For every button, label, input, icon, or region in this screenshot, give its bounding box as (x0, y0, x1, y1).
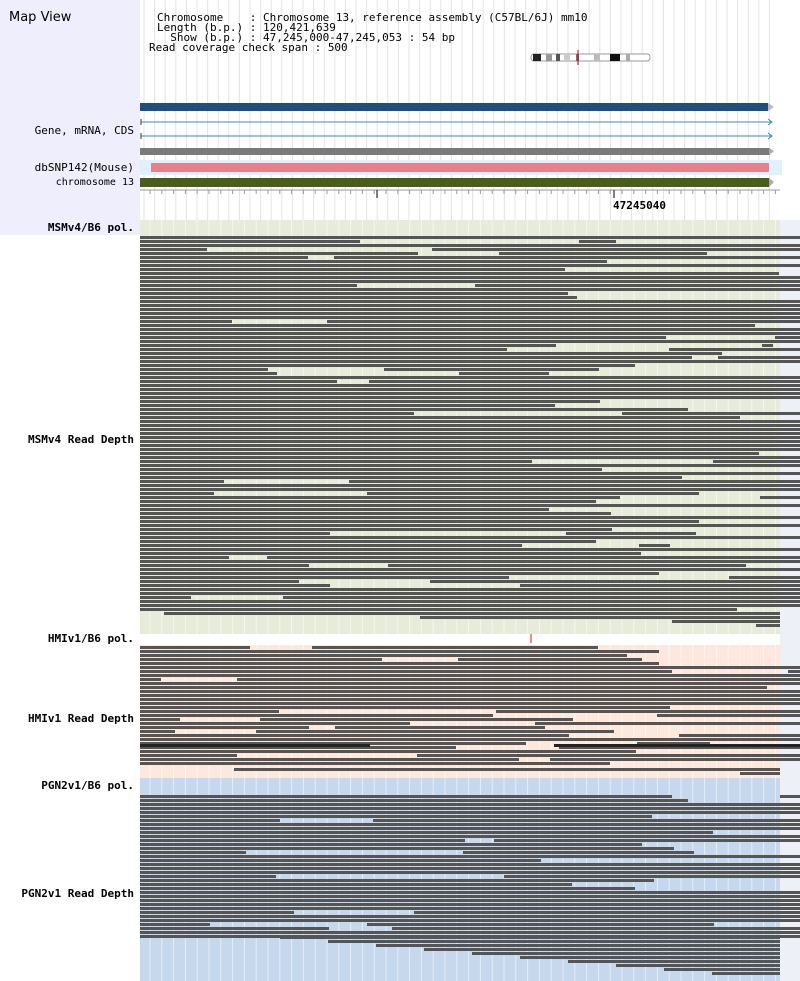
hmi-read (140, 682, 800, 685)
msm-read (140, 564, 309, 567)
msm-read (140, 484, 800, 487)
msm-read (520, 584, 800, 587)
pgn-read (140, 827, 800, 830)
msm-read (140, 492, 214, 495)
msm-read (267, 556, 800, 559)
show-label: Show (b.p.) : (157, 31, 263, 44)
msm-read (140, 316, 800, 319)
pgn-read (616, 964, 780, 967)
hmi-read (140, 734, 569, 737)
msm-read (140, 248, 207, 251)
pgn-read (140, 903, 800, 906)
pgn-read (140, 863, 800, 866)
pgn-read (140, 807, 800, 810)
hmi-read (140, 762, 610, 765)
msm-read (140, 532, 330, 535)
msm-read (327, 320, 800, 323)
hmi-read (140, 718, 180, 721)
pgn-read (780, 795, 800, 798)
pgn-read (140, 931, 800, 934)
pgn-read (424, 948, 780, 951)
msm-read (140, 432, 800, 435)
msm-read (140, 400, 600, 403)
pgn-read (140, 851, 246, 854)
msm-read (430, 580, 800, 583)
msm-read (140, 456, 800, 459)
pgn-read (373, 819, 800, 822)
msm-read (140, 468, 602, 471)
msm-read (579, 240, 616, 243)
msm-read (669, 348, 800, 351)
chromosome-bar-arrow (769, 178, 774, 187)
pgn-read (520, 956, 780, 959)
msm-read (369, 380, 800, 383)
msm-read (140, 520, 699, 523)
msm-read (140, 360, 800, 363)
hmi-read (788, 670, 800, 673)
msm-read (140, 536, 800, 539)
msm-read (140, 572, 659, 575)
msm-read (140, 244, 800, 247)
msm-read (140, 396, 800, 399)
pgn-read (140, 887, 635, 890)
hmi-read (335, 726, 545, 729)
msm-read (140, 288, 800, 291)
hmi-read (140, 722, 410, 725)
msm-read (140, 560, 800, 563)
msm-read (140, 352, 722, 355)
hmi-read-dark (140, 744, 370, 747)
msm-read (140, 608, 737, 611)
hmi-read (140, 694, 800, 697)
hmi-read (140, 750, 636, 753)
msm-read (140, 460, 532, 463)
msm-read (388, 564, 746, 567)
pgn-read (140, 815, 652, 818)
pgn-read (140, 879, 654, 882)
msm-read (140, 472, 800, 475)
msm-read (140, 380, 337, 383)
pgn-read (414, 911, 800, 914)
msm-read (140, 328, 800, 331)
snp-bar (151, 163, 769, 172)
msm-read (140, 332, 800, 335)
ruler-coordinate-label: 47245040 (613, 199, 666, 212)
track-label-pgn-depth[interactable]: PGN2v1 Read Depth (21, 887, 134, 900)
track-label-hmi-pol[interactable]: HMIv1/B6 pol. (47, 632, 134, 645)
track-label-msm-pol[interactable]: MSMv4/B6 pol. (47, 221, 134, 234)
pgn-read (140, 911, 294, 914)
hmi-read (740, 772, 780, 775)
ideogram-band (564, 54, 570, 61)
msm-read (140, 268, 565, 271)
msm-read (420, 616, 780, 619)
msm-read (140, 500, 596, 503)
hmi-read (550, 758, 800, 761)
show-value: 47,245,000-47,245,053 : 54 bp (262, 31, 456, 44)
hmi-read (237, 678, 800, 681)
hmi-read (140, 646, 250, 649)
msm-read (140, 264, 800, 267)
msm-read (140, 596, 191, 599)
pgn-read (328, 940, 780, 943)
hmi-read (140, 658, 382, 661)
msm-read (140, 556, 229, 559)
chromosome-value: Chromosome 13, reference assembly (C57BL/6J) mm10 (262, 11, 588, 24)
hmi-read-dark (554, 744, 800, 747)
hmi-read (417, 754, 800, 757)
pgn-read (280, 936, 780, 939)
pgn-read (140, 919, 800, 922)
hmi-read (679, 734, 800, 737)
msm-read (140, 440, 800, 443)
pgn-read (140, 891, 800, 894)
msm-read (140, 404, 555, 407)
ideogram-band (556, 54, 560, 61)
msm-read (334, 256, 800, 259)
pgn-read (140, 895, 800, 898)
pgn-read (140, 799, 688, 802)
pgn-read (392, 927, 800, 930)
pgn-read (140, 811, 800, 814)
msm-read (140, 548, 800, 551)
msm-read (140, 296, 577, 299)
msm-read (140, 272, 779, 275)
pgn-read (140, 907, 800, 910)
pgn-read (140, 831, 713, 834)
msm-read (140, 372, 277, 375)
pgn-read (367, 923, 714, 926)
msm-read (140, 568, 800, 571)
coverage-span-info (149, 42, 348, 53)
msm-read (140, 600, 800, 603)
hmi-read (234, 768, 780, 771)
hmi-read (140, 730, 175, 733)
hmi-read (140, 758, 519, 761)
hmi-read (140, 754, 237, 757)
msm-read (639, 544, 670, 547)
hmi-read (140, 690, 800, 693)
ideogram-band (533, 54, 541, 61)
pgn-read (140, 803, 800, 806)
pgn-read (140, 859, 541, 862)
hmi-read (140, 678, 161, 681)
track-label-chromosome: chromosome 13 (55, 177, 134, 188)
msm-read (140, 416, 740, 419)
msm-read (140, 540, 596, 543)
msm-read (140, 340, 800, 343)
track-label-hmi-depth[interactable]: HMIv1 Read Depth (28, 712, 134, 725)
hmi-read (140, 650, 659, 653)
hmi-read (140, 654, 627, 657)
msm-read (140, 348, 507, 351)
msm-read (140, 436, 800, 439)
msm-read (140, 476, 682, 479)
msm-read (140, 284, 357, 287)
msm-read (367, 492, 699, 495)
hmi-read (140, 698, 800, 701)
pgn-read (140, 927, 329, 930)
hmi-read (140, 714, 493, 717)
msm-read (475, 284, 800, 287)
msm-read (775, 336, 800, 339)
pgn-read (140, 843, 642, 846)
hmi-read (496, 710, 800, 713)
msm-read (566, 532, 696, 535)
pgn-read (140, 795, 672, 798)
pgn-read (712, 972, 780, 975)
pgn-read (140, 835, 800, 838)
pgn-read (140, 915, 800, 918)
msm-read (140, 392, 800, 395)
track-label-gene[interactable]: Gene, mRNA, CDS (34, 124, 134, 137)
msm-read (140, 424, 800, 427)
page-title: Map View (9, 10, 72, 25)
pgn-read (140, 871, 800, 874)
msm-read (140, 420, 800, 423)
hmi-read (140, 702, 800, 705)
pgn-read (140, 839, 465, 842)
ideogram-band (594, 54, 600, 61)
msm-read (622, 412, 800, 415)
pgn-read (376, 944, 780, 947)
msm-read (140, 320, 232, 323)
chromosome-label: Chromosome : (157, 11, 263, 24)
msm-read (140, 344, 556, 347)
hmi-read (140, 674, 800, 677)
hmi-read (140, 670, 672, 673)
chromosome-bar (140, 178, 769, 187)
hmi-read (312, 646, 598, 649)
pgn-read (140, 899, 800, 902)
pgn-read (140, 819, 280, 822)
msm-read (140, 528, 612, 531)
msm-read (140, 452, 759, 455)
hmi-read (260, 718, 573, 721)
msm-read (140, 336, 666, 339)
msm-read (140, 236, 800, 239)
span-label: Read coverage check span : (149, 41, 328, 54)
msm-read (140, 552, 641, 555)
msm-read (140, 252, 418, 255)
msm-read (140, 464, 800, 467)
msm-read (140, 516, 800, 519)
msm-read (140, 592, 800, 595)
hmi-read (657, 714, 800, 717)
msm-read (140, 256, 308, 259)
msm-read (140, 604, 800, 607)
gene-bar (140, 103, 768, 111)
pgn-read (140, 855, 800, 858)
msm-read (140, 576, 509, 579)
hmi-read (256, 730, 614, 733)
msm-read (140, 260, 607, 263)
msm-read (140, 384, 800, 387)
msm-read (140, 584, 330, 587)
msm-read (140, 240, 360, 243)
msm-read (729, 576, 800, 579)
msm-read (140, 308, 800, 311)
pgn-read (140, 823, 800, 826)
length-value: 120,421,639 (262, 21, 336, 34)
track-label-snp[interactable]: dbSNP142(Mouse) (34, 161, 134, 174)
msm-read (140, 496, 620, 499)
ideogram-band (626, 54, 630, 61)
pgn-read (140, 923, 210, 926)
msm-read (140, 512, 611, 515)
pgn-read (494, 839, 800, 842)
msm-read (283, 596, 800, 599)
msm-read (140, 448, 800, 451)
pgn-read (504, 875, 800, 878)
msm-read (140, 368, 268, 371)
msm-read (140, 588, 800, 591)
msm-read (164, 612, 780, 615)
hmi-read (535, 722, 800, 725)
pgn-read (472, 952, 780, 955)
msm-read (713, 460, 800, 463)
msm-read (756, 624, 780, 627)
msm-read (384, 368, 599, 371)
ideogram-band (546, 54, 552, 61)
pgn-read (664, 968, 780, 971)
pgn-read (140, 847, 674, 850)
hmi-read (140, 738, 800, 741)
msm-read (672, 620, 780, 623)
msm-read (140, 388, 800, 391)
hmi-read (140, 726, 309, 729)
hmi-read (458, 658, 642, 661)
hmi-read (140, 710, 279, 713)
msm-read (140, 444, 800, 447)
msm-read (140, 280, 800, 283)
gene-bar-arrow (768, 103, 774, 111)
hmi-pol-background (140, 634, 780, 645)
span-value: 500 (327, 41, 348, 54)
msm-read (459, 372, 549, 375)
msm-read (140, 376, 800, 379)
msm-read (140, 412, 414, 415)
msm-read (762, 344, 773, 347)
msm-read (140, 580, 299, 583)
msm-read (718, 356, 800, 359)
msm-read (140, 324, 755, 327)
msm-read (140, 364, 635, 367)
msm-read (760, 496, 800, 499)
cds-bar (140, 148, 770, 155)
track-label-msm-depth[interactable]: MSMv4 Read Depth (28, 433, 134, 446)
msm-read (140, 524, 800, 527)
msm-read (140, 408, 688, 411)
msm-read (140, 544, 522, 547)
hmi-read (140, 686, 767, 689)
length-label: Length (b.p.) : (157, 21, 263, 34)
pgn-read (140, 867, 800, 870)
msm-read (140, 508, 549, 511)
msm-read (140, 300, 800, 303)
hmi-read (140, 666, 800, 669)
msm-read (140, 356, 692, 359)
hmi-read (140, 662, 659, 665)
msm-read (140, 504, 800, 507)
pgn-read (568, 960, 780, 963)
msm-read (140, 428, 800, 431)
pgn-read (463, 851, 694, 854)
msm-read (140, 488, 800, 491)
msm-read (140, 304, 800, 307)
msm-read (140, 312, 800, 315)
msm-read (349, 480, 800, 483)
msm-read (499, 252, 707, 255)
pgn-read (140, 875, 276, 878)
msm-read (432, 248, 800, 251)
msm-read (140, 276, 800, 279)
msm-read (140, 292, 568, 295)
msm-read (140, 480, 224, 483)
pgn-read (140, 883, 572, 886)
track-label-pgn-pol[interactable]: PGN2v1/B6 pol. (41, 779, 134, 792)
ideogram-band (610, 54, 620, 61)
cds-bar-arrow (769, 148, 774, 155)
hmi-read (140, 706, 670, 709)
